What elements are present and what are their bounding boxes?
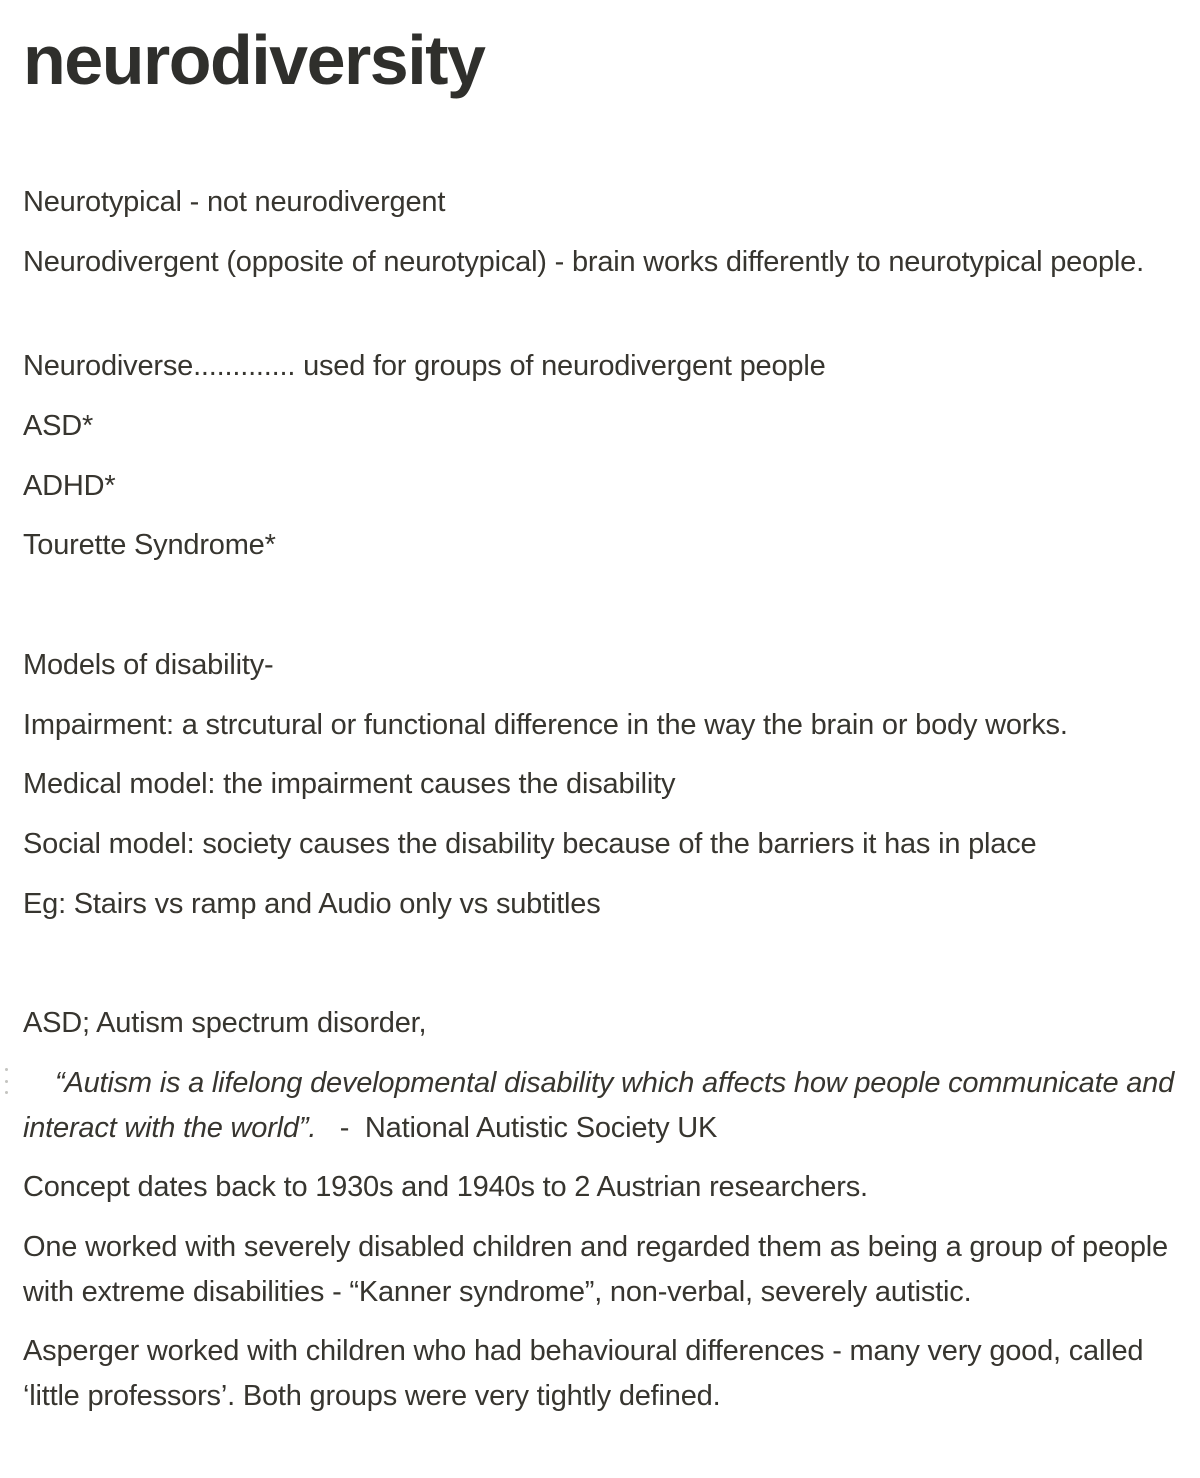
text-block-kanner: One worked with severely disabled children and regarded them as being a group of people with extreme disabilities - “Kanner syndrome”, non-verbal, severely autistic.: [23, 1231, 1168, 1308]
text-block-concept: Concept dates back to 1930s and 1940s to 2 Austrian researchers.: [23, 1171, 868, 1203]
text-block-asd: ASD*: [23, 410, 94, 442]
text-block-example: Eg: Stairs vs ramp and Audio only vs subtitles: [23, 888, 601, 920]
text-block-models-heading: Models of disability-: [23, 649, 274, 681]
drag-handle-icon[interactable]: [3, 1068, 9, 1094]
page-title: neurodiversity: [23, 21, 485, 99]
text-block-neurotypical: Neurotypical - not neurodivergent: [23, 186, 446, 218]
text-block-neurodivergent: Neurodivergent (opposite of neurotypical) - brain works differently to neurotypical people.: [23, 246, 1144, 278]
text-block-tourette: Tourette Syndrome*: [23, 529, 276, 561]
text-block-social-model: Social model: society causes the disability because of the barriers it has in place: [23, 828, 1037, 860]
text-block-impairment: Impairment: a strcutural or functional difference in the way the brain or body works.: [23, 709, 1068, 741]
text-block-neurodiverse: Neurodiverse............. used for groups of neurodivergent people: [23, 350, 826, 382]
text-block-asd-heading: ASD; Autism spectrum disorder,: [23, 1007, 427, 1039]
text-block-asperger: Asperger worked with children who had behavioural differences - many very good, called ‘little professors’. Both groups were very tightly defined.: [23, 1335, 1144, 1412]
quote-text: “Autism is a lifelong developmental disability which affects how people communicate and interact with the world”.: [23, 1067, 1175, 1144]
quote-block: [23, 1061, 1183, 1151]
text-block-medical-model: Medical model: the impairment causes the disability: [23, 768, 676, 800]
quote-source: - National Autistic Society UK: [316, 1112, 718, 1144]
text-block-adhd: ADHD*: [23, 470, 116, 502]
